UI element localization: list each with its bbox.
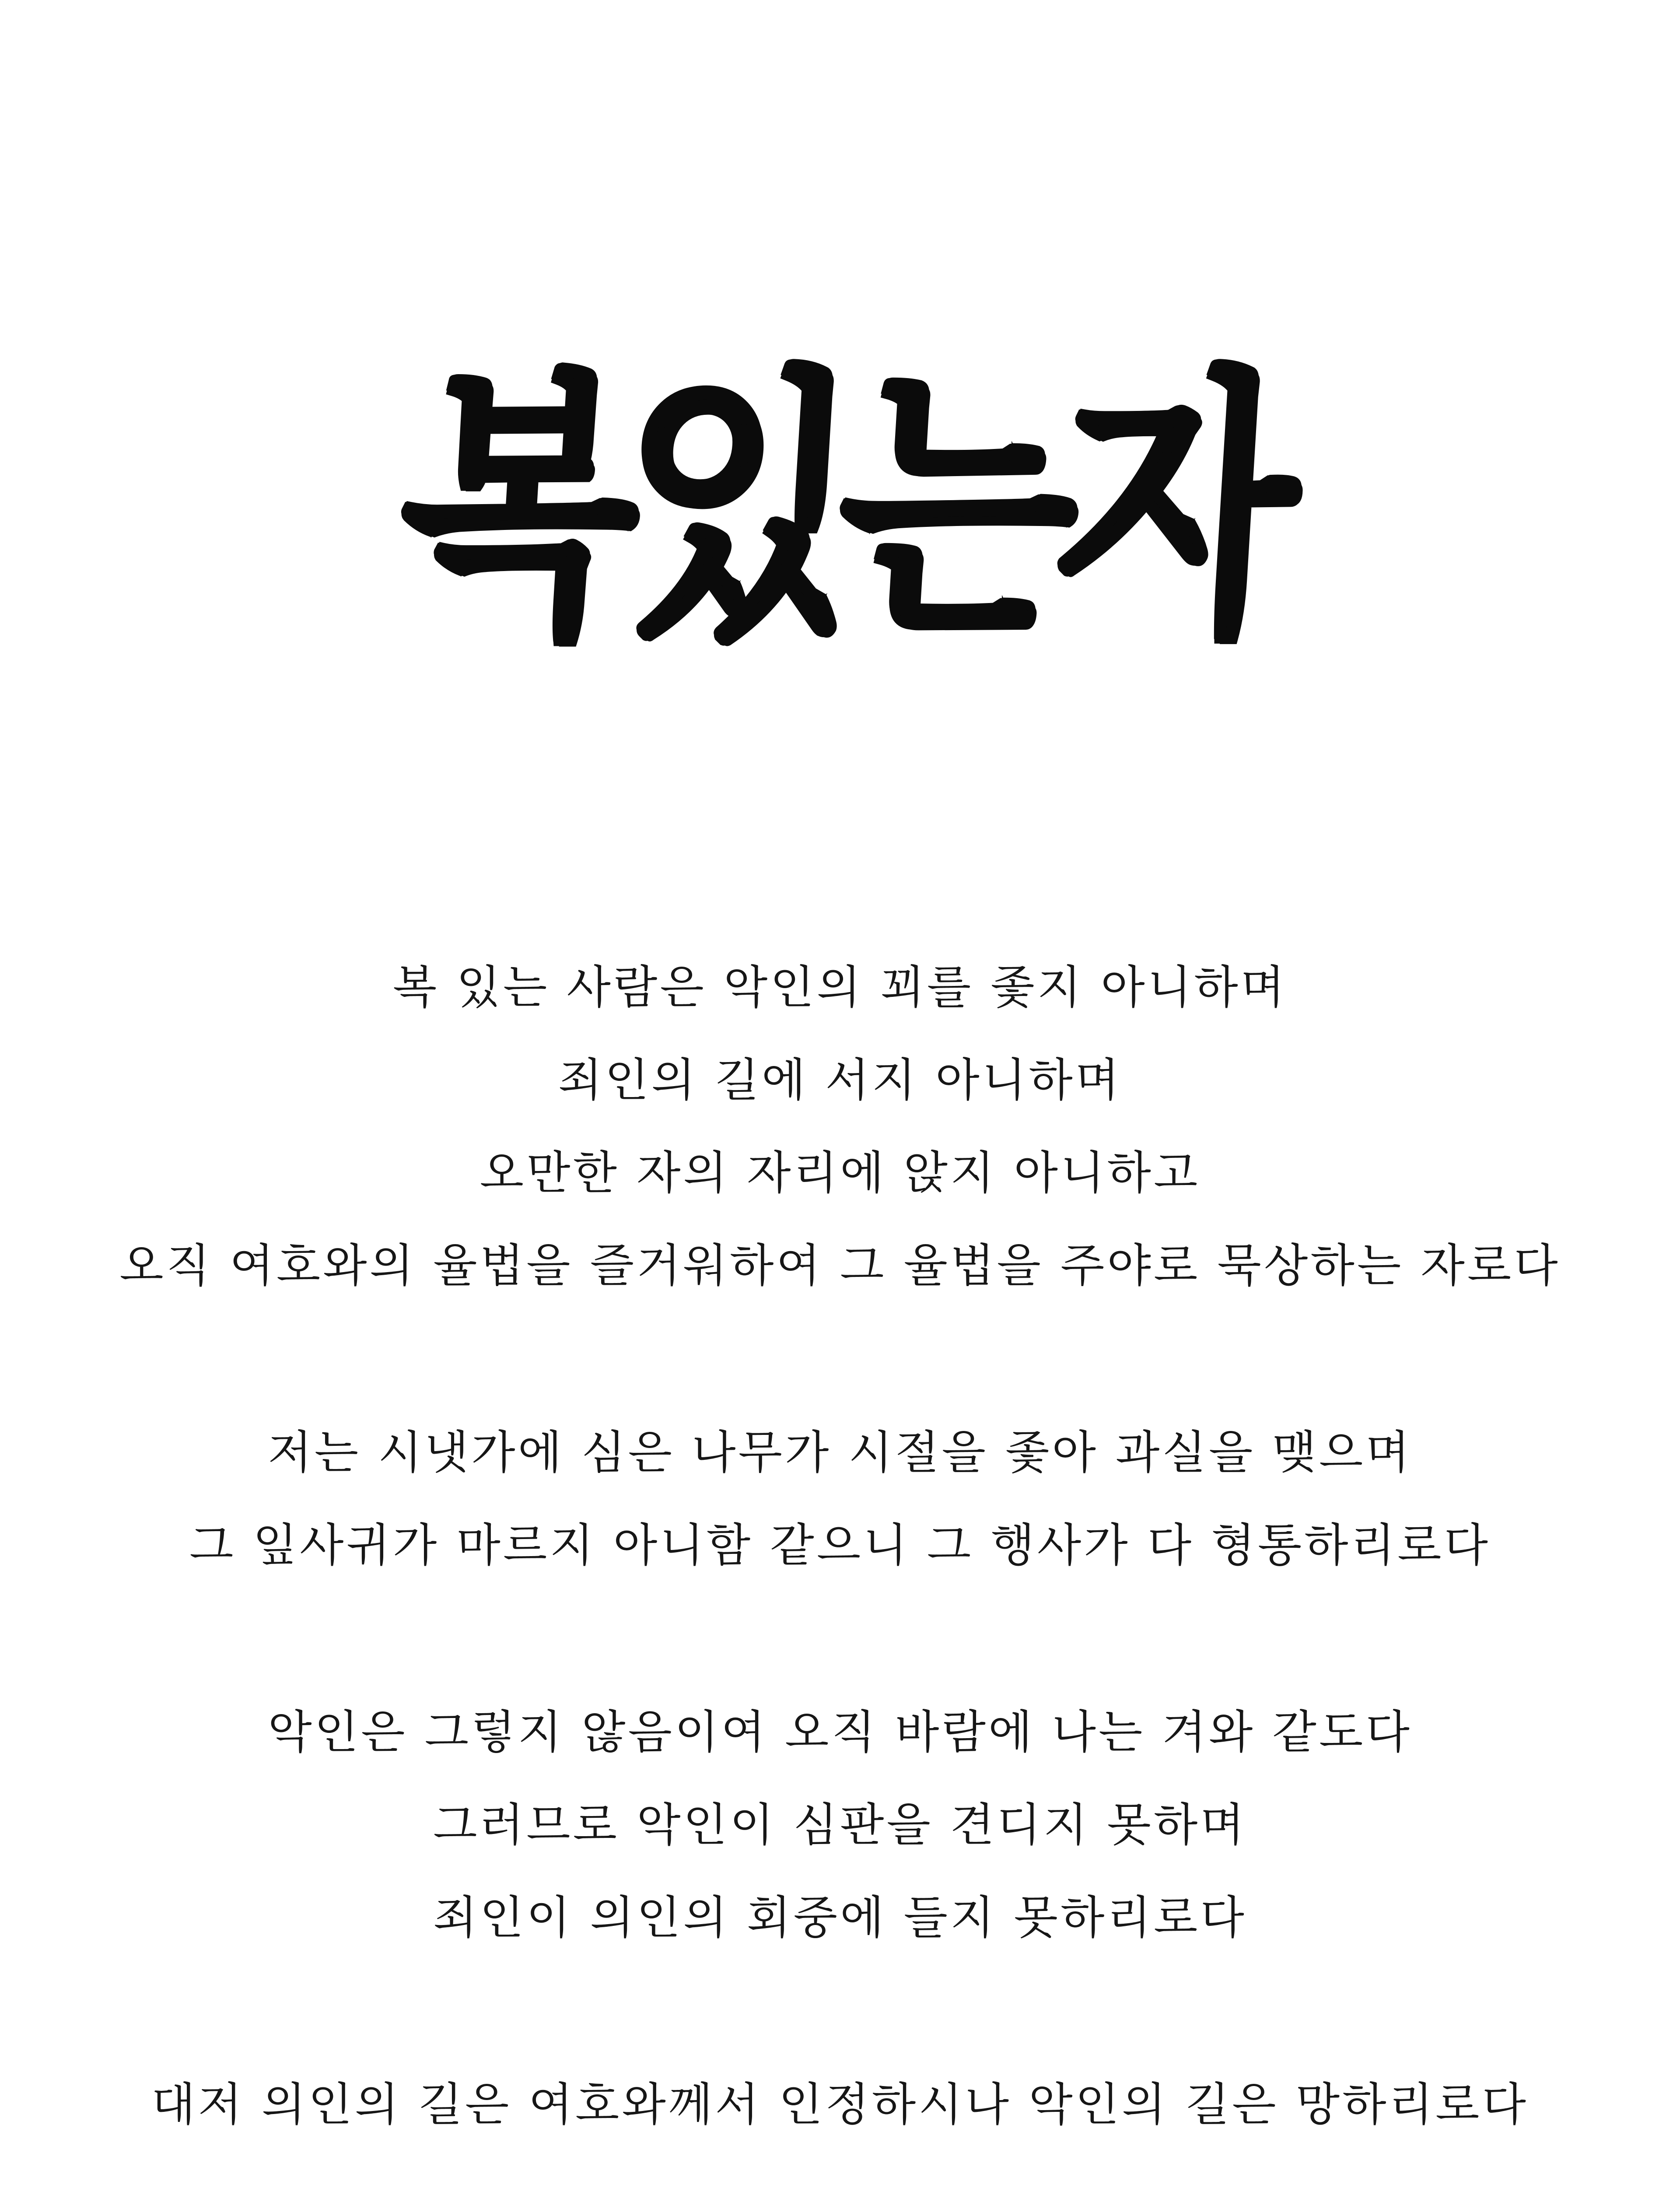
poem-line: 그 잎사귀가 마르지 아니함 같으니 그 행사가 다 형통하리로다	[189, 1518, 1491, 1572]
poem-line: 복 있는 사람은 악인의 꾀를 좇지 아니하며	[392, 961, 1288, 1014]
poem-line: 대저 의인의 길은 여호와께서 인정하시나 악인의 길은 망하리로다	[151, 2078, 1529, 2131]
stanza-1	[0, 941, 1680, 1312]
stanza-2	[0, 1406, 1680, 1592]
poem-line: 오직 여호와의 율법을 즐거워하여 그 율법을 주야로 묵상하는 자로다	[119, 1239, 1561, 1292]
poem-line: 죄인의 길에 서지 아니하며	[558, 1053, 1122, 1107]
poem-body	[0, 941, 1680, 2188]
poem-line: 그러므로 악인이 심판을 견디지 못하며	[433, 1798, 1247, 1851]
poem-line: 오만한 자의 자리에 앉지 아니하고	[480, 1146, 1200, 1199]
poem-line: 죄인이 의인의 회중에 들지 못하리로다	[433, 1891, 1247, 1944]
calligraphy-title: 복있는자	[392, 342, 1288, 673]
stanza-4	[0, 2058, 1680, 2151]
stanza-3	[0, 1686, 1680, 1964]
poem-line: 저는 시냇가에 심은 나무가 시절을 좇아 과실을 맺으며	[268, 1426, 1412, 1479]
title-area	[0, 245, 1680, 770]
poem-line: 악인은 그렇지 않음이여 오직 바람에 나는 겨와 같도다	[268, 1705, 1412, 1759]
